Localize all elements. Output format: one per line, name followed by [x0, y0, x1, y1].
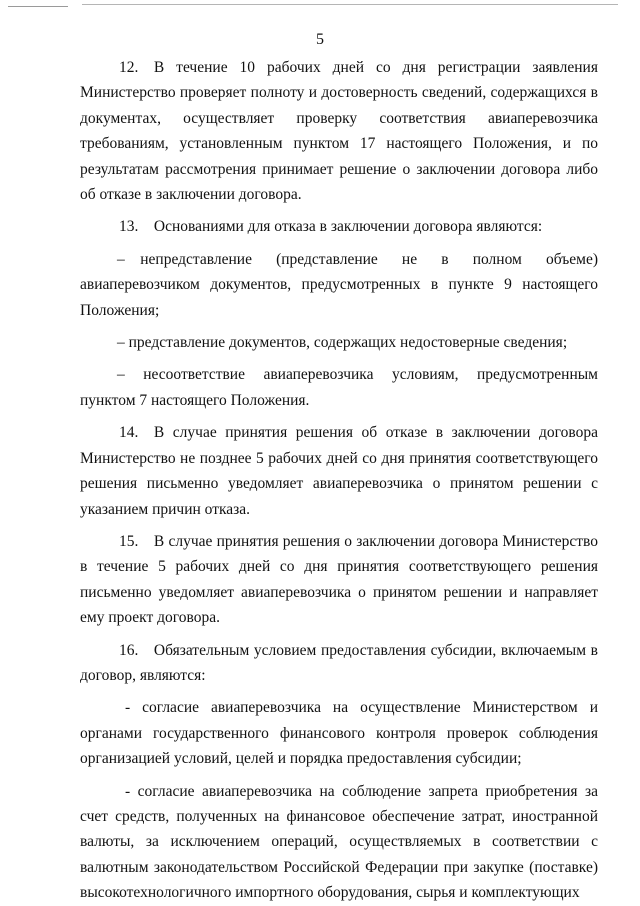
list-item-control-consent: - согласие авиаперевозчика на осуществление Министерством и органами государственного финансового контроля проверок соблюдения организацией условий, целей и порядка предоставления субсидии;	[80, 699, 598, 768]
list-item-non-compliance: – несоответствие авиаперевозчика условиям, предусмотренным пунктом 7 настоящего Положения.	[80, 366, 598, 409]
list-item-non-submission: – непредставление (представление не в полном объеме) авиаперевозчиком документов, предусмотренных в пункте 9 настоящего Положения;	[80, 250, 598, 319]
page-number: 5	[316, 31, 324, 48]
paragraph-spacer	[80, 772, 598, 779]
paragraph-spacer	[80, 207, 598, 214]
paragraph-spacer	[80, 631, 598, 638]
document-body	[80, 55, 598, 906]
paragraph-spacer	[80, 688, 598, 695]
paragraph-spacer	[80, 413, 598, 420]
scan-edge-mark	[8, 6, 68, 7]
paragraph-spacer	[80, 355, 598, 362]
paragraph-15: 15. В случае принятия решения о заключении договора Министерство в течение 5 рабочих дней со дня принятия соответствующего решения письменно уведомляет авиаперевозчика о принятом решении и направляет ему проект договора.	[80, 532, 598, 627]
scan-top-line	[82, 4, 618, 5]
paragraph-13: 13. Основаниями для отказа в заключении договора являются:	[119, 218, 543, 236]
paragraph-spacer	[80, 240, 598, 247]
paragraph-spacer	[80, 522, 598, 529]
paragraph-16: 16. Обязательным условием предоставления субсидии, включаемым в договор, являются:	[80, 641, 598, 684]
paragraph-12: 12. В течение 10 рабочих дней со дня регистрации заявления Министерство проверяет полноту и достоверность сведений, содержащихся в документах, осуществляет проверку соответствия авиаперевозчика требованиям, установленным пунктом 17 настоящего Положения, и по результатам рассмотрения принимает решение о заключении договора либо об отказе в заключении договора.	[80, 59, 598, 204]
list-item-currency-ban: - согласие авиаперевозчика на соблюдение запрета приобретения за счет средств, полученных на финансовое обеспечение затрат, иностранной валюты, за исключением операций, осуществляемых в соответствии с валютным законодательством Российской Федерации при закупке (поставке) высокотехнологичного импортного оборудования, сырья и комплектующих	[80, 782, 598, 902]
list-item-false-info: – представление документов, содержащих недостоверные сведения;	[117, 334, 568, 352]
paragraph-14: 14. В случае принятия решения об отказе в заключении договора Министерство не позднее 5 рабочих дней со дня принятия соответствующего решения письменно уведомляет авиаперевозчика о принятом решении с указанием причин отказа.	[80, 424, 598, 518]
paragraph-spacer	[80, 323, 598, 330]
